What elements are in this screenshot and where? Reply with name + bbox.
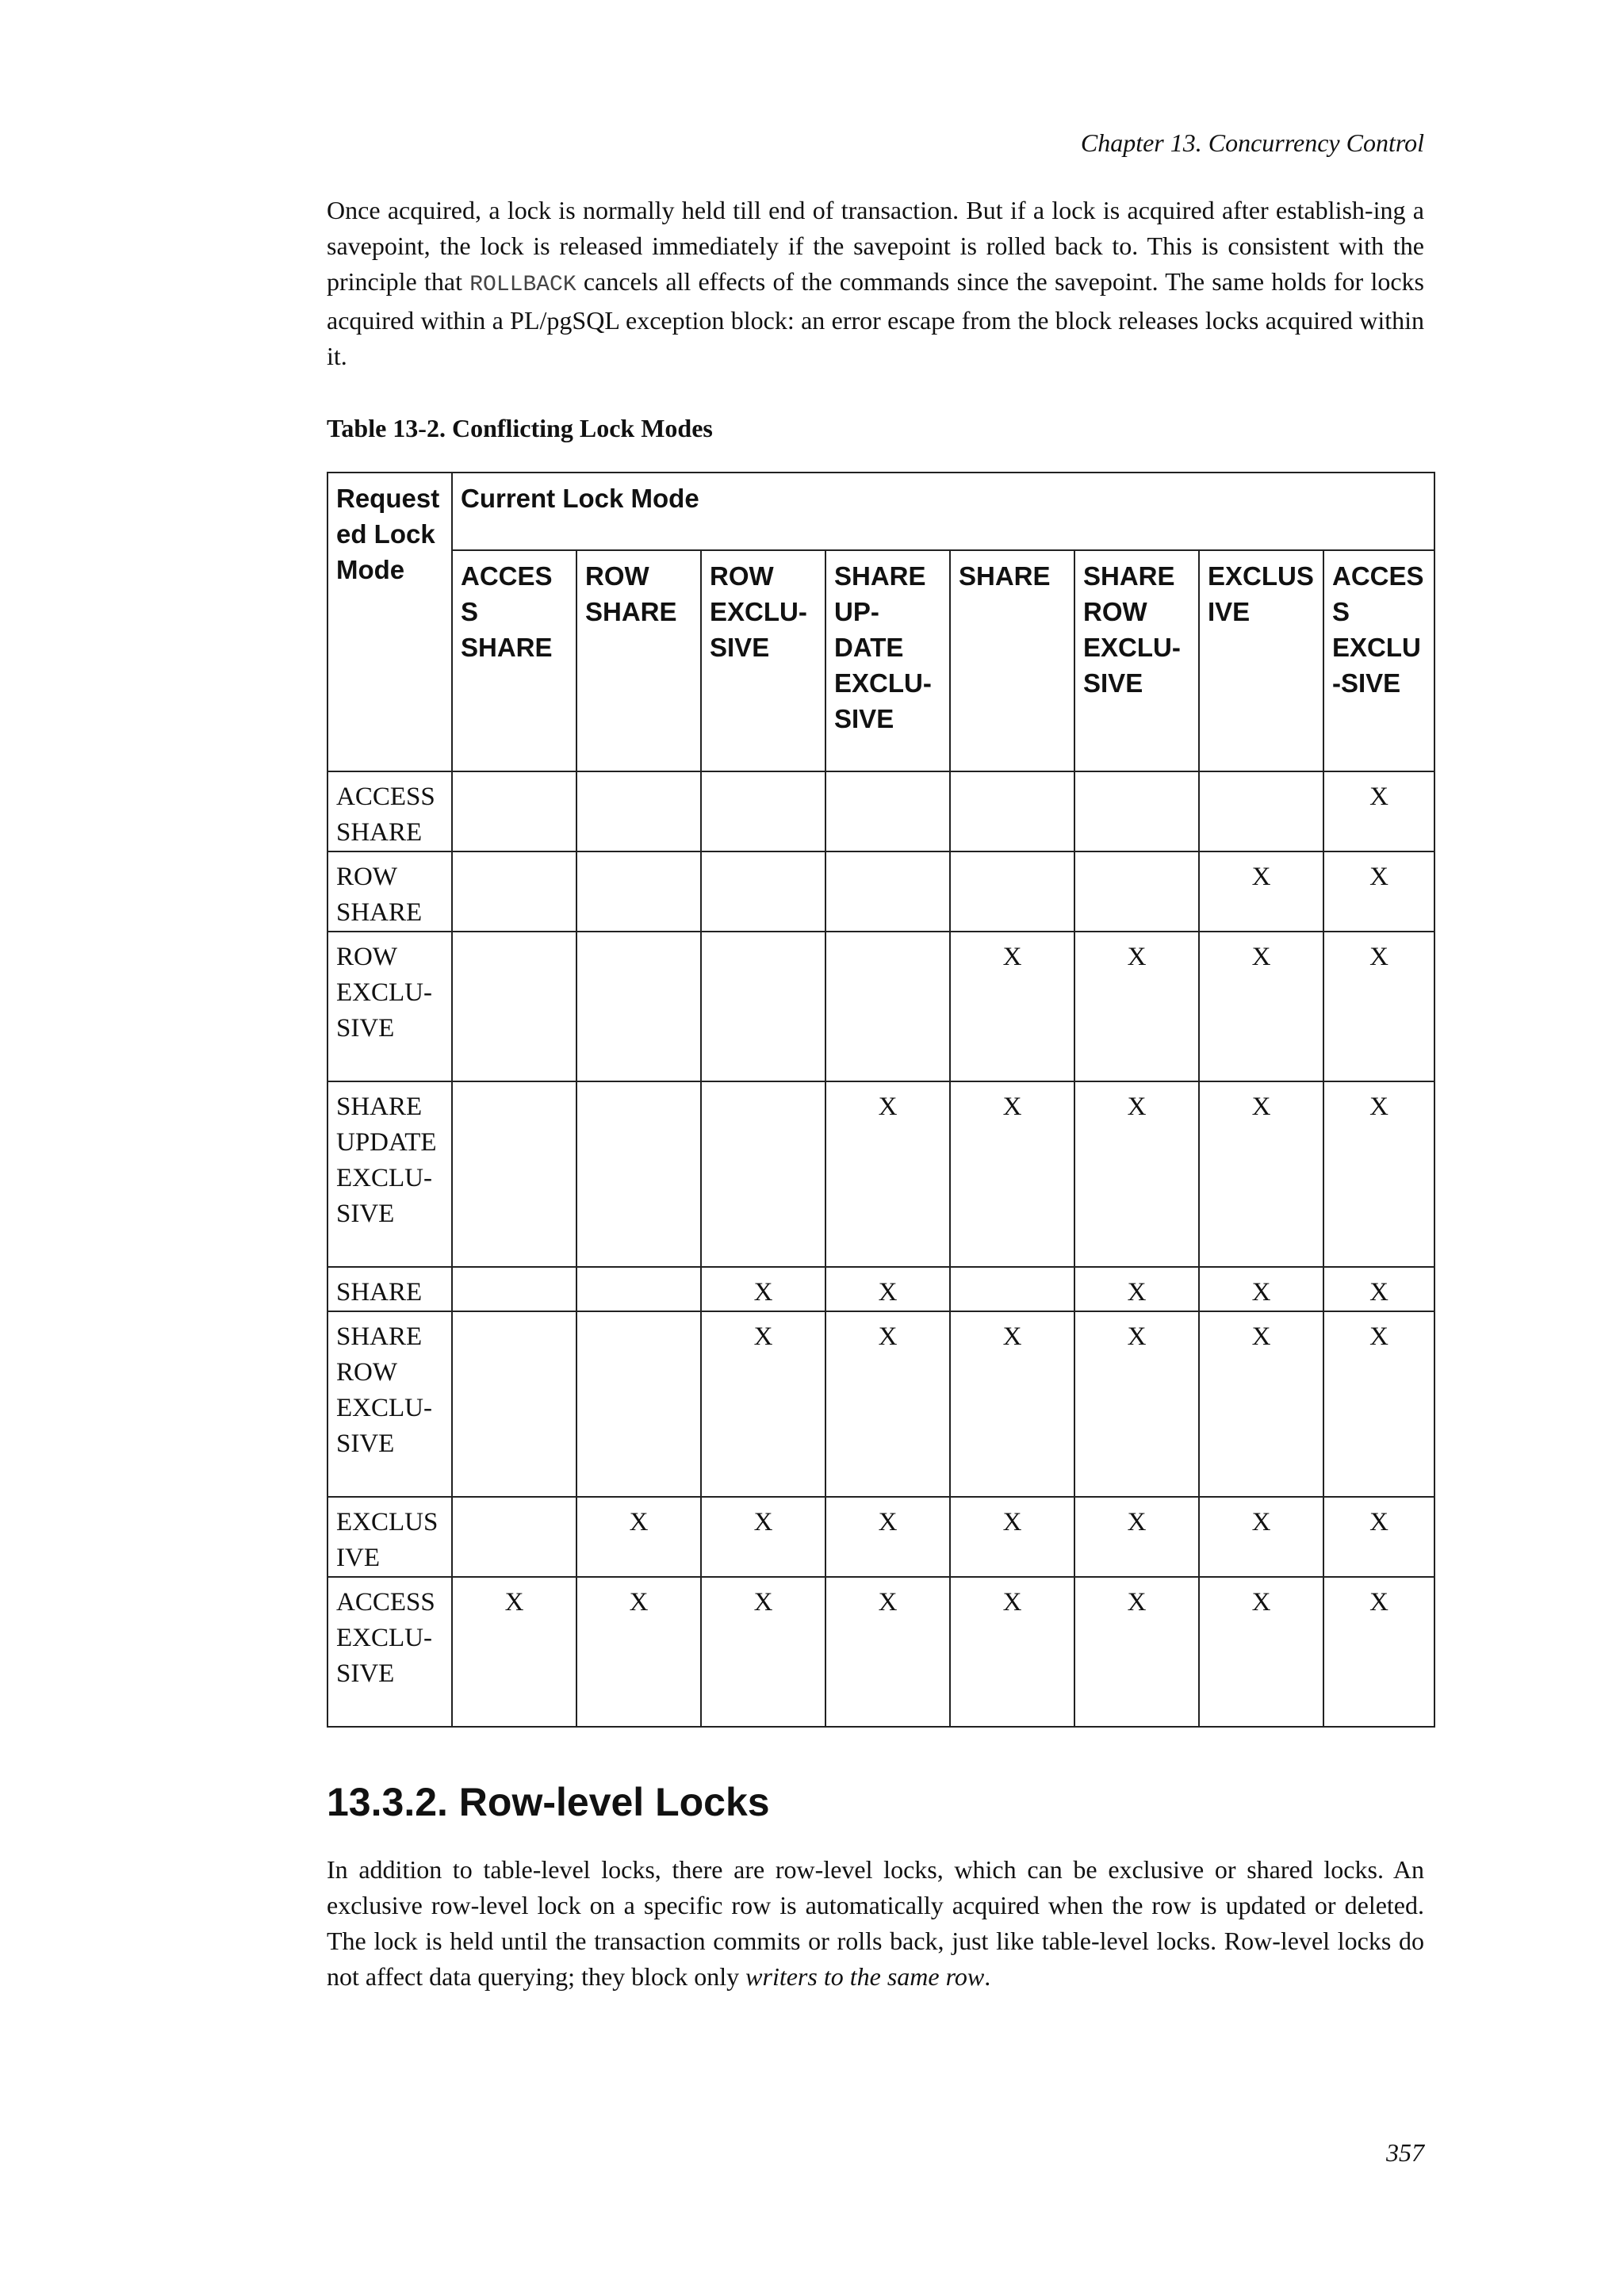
conflict-cell: X: [1074, 932, 1199, 1081]
conflict-cell: X: [825, 1081, 950, 1267]
page-number: 357: [1386, 2138, 1424, 2167]
table-row: [327, 1497, 1434, 1577]
requested-lock-mode-header: Requested Lock Mode: [327, 473, 452, 771]
column-header: ROW EXCLU-SIVE: [701, 550, 825, 771]
conflict-cell: [950, 851, 1074, 932]
conflict-cell: [576, 1311, 701, 1497]
conflict-cell: X: [825, 1267, 950, 1311]
table-row: [327, 851, 1434, 932]
intro-text-start: Once acquired, a lock is normally held till end of transaction. But if a lock is acquired after establish-ing a savepoint, the lock is released immediately if the savepoint is rolled back to. This is consistent with the principle that: [327, 196, 1424, 296]
row-mode-label: SHARE UPDATE EXCLU-SIVE: [327, 1081, 452, 1267]
row-mode-label: ACCESS SHARE: [327, 771, 452, 851]
conflict-cell: [825, 932, 950, 1081]
row-mode-label: EXCLUSIVE: [327, 1497, 452, 1577]
conflict-cell: [701, 851, 825, 932]
conflict-cell: X: [1199, 1081, 1323, 1267]
conflict-cell: X: [950, 932, 1074, 1081]
row-level-text: In addition to table-level locks, there are row-level locks, which can be exclusive or shared locks. An exclusive row-level lock on a specific row is automatically acquired when the row is updated or deleted. The lock is held until the transaction commits or rolls back, just like table-level locks. Row-level locks do not affect data querying; they block only: [327, 1855, 1424, 1991]
conflict-cell: [452, 771, 576, 851]
conflict-cell: X: [1323, 1267, 1434, 1311]
conflict-cell: [950, 1267, 1074, 1311]
conflict-cell: X: [1323, 851, 1434, 932]
conflict-cell: [1074, 851, 1199, 932]
conflict-cell: X: [950, 1081, 1074, 1267]
conflict-cell: [452, 851, 576, 932]
conflict-cell: X: [825, 1497, 950, 1577]
table-row: [327, 932, 1434, 1081]
conflict-cell: X: [1074, 1497, 1199, 1577]
row-mode-label: SHARE: [327, 1267, 452, 1311]
conflict-cell: [701, 771, 825, 851]
conflict-cell: X: [1199, 932, 1323, 1081]
table-row: [327, 771, 1434, 851]
column-header-row: [327, 550, 1434, 771]
column-header: EXCLUSIVE: [1199, 550, 1323, 771]
table-row: [327, 1577, 1434, 1727]
conflict-cell: X: [452, 1577, 576, 1727]
conflict-cell: [1199, 771, 1323, 851]
conflict-cell: X: [1199, 1577, 1323, 1727]
conflict-cell: [701, 932, 825, 1081]
row-level-locks-paragraph: [327, 1852, 1424, 1995]
table-caption: Table 13-2. Conflicting Lock Modes: [327, 414, 713, 442]
column-header: ROW SHARE: [576, 550, 701, 771]
table-row: [327, 1081, 1434, 1267]
table-row: [327, 1311, 1434, 1497]
conflict-cell: [452, 1081, 576, 1267]
conflict-cell: [825, 771, 950, 851]
row-mode-label: ROW EXCLU-SIVE: [327, 932, 452, 1081]
conflict-cell: X: [825, 1311, 950, 1497]
conflict-cell: X: [576, 1497, 701, 1577]
conflict-cell: X: [1323, 1081, 1434, 1267]
conflict-cell: X: [701, 1267, 825, 1311]
conflict-cell: X: [1323, 932, 1434, 1081]
conflict-cell: X: [1323, 1577, 1434, 1727]
intro-text-end: cancels all effects of the commands since the savepoint. The same holds for locks acquired within a PL/pgSQL exception block: an error escape from the block releases locks acquired within it.: [327, 267, 1425, 370]
conflict-cell: X: [701, 1311, 825, 1497]
conflict-cell: [701, 1081, 825, 1267]
conflict-cell: [452, 1497, 576, 1577]
column-header: SHARE ROW EXCLU-SIVE: [1074, 550, 1199, 771]
conflict-cell: X: [1199, 851, 1323, 932]
table-row: [327, 1267, 1434, 1311]
conflict-cell: X: [701, 1577, 825, 1727]
conflict-cell: [576, 932, 701, 1081]
conflict-cell: X: [701, 1497, 825, 1577]
conflict-cell: [576, 1081, 701, 1267]
conflict-cell: X: [1074, 1267, 1199, 1311]
emphasis-text: writers to the same row: [745, 1962, 985, 1991]
conflict-cell: X: [1323, 1311, 1434, 1497]
paragraph-end: .: [984, 1962, 991, 1991]
conflict-cell: X: [1323, 771, 1434, 851]
column-header: SHARE UP-DATE EXCLU-SIVE: [825, 550, 950, 771]
current-lock-mode-header: Current Lock Mode: [452, 473, 1434, 550]
conflict-cell: X: [825, 1577, 950, 1727]
column-header: ACCESS SHARE: [452, 550, 576, 771]
conflict-cell: X: [950, 1577, 1074, 1727]
running-head: Chapter 13. Concurrency Control: [1080, 128, 1424, 157]
conflict-cell: X: [1199, 1267, 1323, 1311]
conflict-cell: X: [1074, 1081, 1199, 1267]
conflict-cell: X: [950, 1497, 1074, 1577]
conflict-cell: [576, 1267, 701, 1311]
row-mode-label: ROW SHARE: [327, 851, 452, 932]
conflict-cell: [950, 771, 1074, 851]
column-header: ACCESS EXCLU-SIVE: [1323, 550, 1434, 771]
conflict-cell: X: [1199, 1497, 1323, 1577]
conflict-cell: [1074, 771, 1199, 851]
conflict-cell: [825, 851, 950, 932]
section-heading: 13.3.2. Row-level Locks: [327, 1780, 770, 1824]
conflict-cell: [452, 932, 576, 1081]
lock-conflict-table: [327, 472, 1435, 1728]
conflict-cell: [452, 1267, 576, 1311]
row-mode-label: ACCESS EXCLU-SIVE: [327, 1577, 452, 1727]
column-header: SHARE: [950, 550, 1074, 771]
conflict-cell: [452, 1311, 576, 1497]
conflict-cell: X: [1323, 1497, 1434, 1577]
conflict-cell: X: [950, 1311, 1074, 1497]
conflict-cell: X: [1074, 1577, 1199, 1727]
intro-paragraph: [327, 193, 1424, 374]
conflict-cell: X: [1199, 1311, 1323, 1497]
conflict-cell: X: [1074, 1311, 1199, 1497]
conflict-cell: X: [576, 1577, 701, 1727]
conflict-cell: [576, 851, 701, 932]
row-mode-label: SHARE ROW EXCLU-SIVE: [327, 1311, 452, 1497]
conflict-cell: [576, 771, 701, 851]
rollback-code: ROLLBACK: [469, 273, 576, 297]
